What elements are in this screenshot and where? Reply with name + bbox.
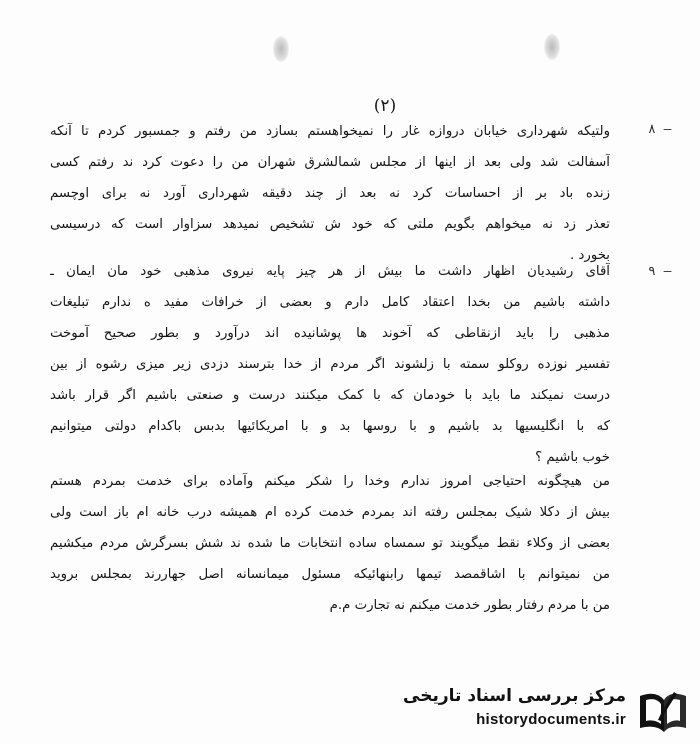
text-line: ولتیکه شهرداری خیابان دروازه غار را نمیخواهستم بسازد من رفتم و جمسبور کردم تا آنکه: [50, 124, 610, 139]
paragraph-3: [50, 466, 610, 621]
margin-mark-8: ٨ —: [648, 122, 672, 137]
text-line: آسفالت شد ولی بعد از اینها از مجلس شمالشرق شهران من را دعوت کرد ند رفتم کسی: [50, 155, 610, 170]
text-line: من با مردم رفتار بطور خدمت میکنم نه تجارت م.م: [329, 598, 610, 613]
margin-mark-9: ٩ —: [648, 264, 672, 279]
text-line: خوب باشیم ؟: [535, 450, 610, 465]
text-line: من نمیتوانم با اشاقمصد تیمها رابنهائیکه مسئول میمانسانه اصل جهاررند بمجلس بروید: [50, 567, 610, 582]
text-line: بخورد .: [570, 248, 610, 263]
watermark-title: مرکز بررسی اسناد تاریخی: [403, 686, 626, 706]
book-quill-logo-icon: [634, 688, 692, 736]
text-line: تفسیر نوزده روکلو سمته با زلشوند اگر مردم از خدا بترسند دزدی زیر میزی رشوه از بین: [50, 357, 610, 372]
text-line: که با انگلیسیها بد باشیم و با روسها بد و با امریکائیها بدبس باکدام دولتی میتوانیم: [50, 419, 610, 434]
text-line: بعضی از وکلاء نقط میگویند تو سمساه ساده انتخابات ما شده ند شش بسرگرش مردم میکشیم: [50, 536, 610, 551]
archive-watermark: [403, 686, 698, 738]
text-line: درست نمیکند ما باید با خودمان که با کمک میکنند درست و صنعتی باشیم اگر قرار باشد: [50, 388, 610, 403]
paragraph-1: [50, 116, 610, 271]
text-line: بیش از دکلا شیک بمجلس رفته اند بمردم خدمت کرده ام همیشه درب خانه ام باز است ولی: [50, 505, 610, 520]
page-number: (٢): [373, 96, 397, 116]
binder-hole-left: [273, 36, 289, 62]
text-line: داشته باشیم من بخدا اعتقاد کامل دارم و بعضی از خرافات مفید ه ندارم تبلیغات: [50, 295, 610, 310]
text-line: من هیچگونه احتیاجی امروز ندارم وخدا را شکر میکنم وآماده برای خدمت بمردم هستم: [50, 474, 610, 489]
text-line: زنده باد بر از احساسات کرد نه بعد از چند دقیقه شهرداری آورد نه برای اوچسم: [50, 186, 610, 201]
binder-hole-right: [544, 34, 560, 60]
watermark-url: historydocuments.ir: [476, 711, 626, 728]
paragraph-2: [50, 256, 610, 473]
text-line: آقای رشیدیان اظهار داشت ما بیش از هر چیز پایه نیروی مذهبی خود مان ایمان ـ: [50, 264, 610, 279]
text-line: مذهبی را باید ازنقاطی که آخوند ها پوشانیده اند درآورد و بطور صحیح آموخت: [50, 326, 610, 341]
text-line: تعذر زد نه میخواهم بگویم ملتی که خود ش تشخیص نمیدهد سزاوار است که درسیسی: [50, 217, 610, 232]
